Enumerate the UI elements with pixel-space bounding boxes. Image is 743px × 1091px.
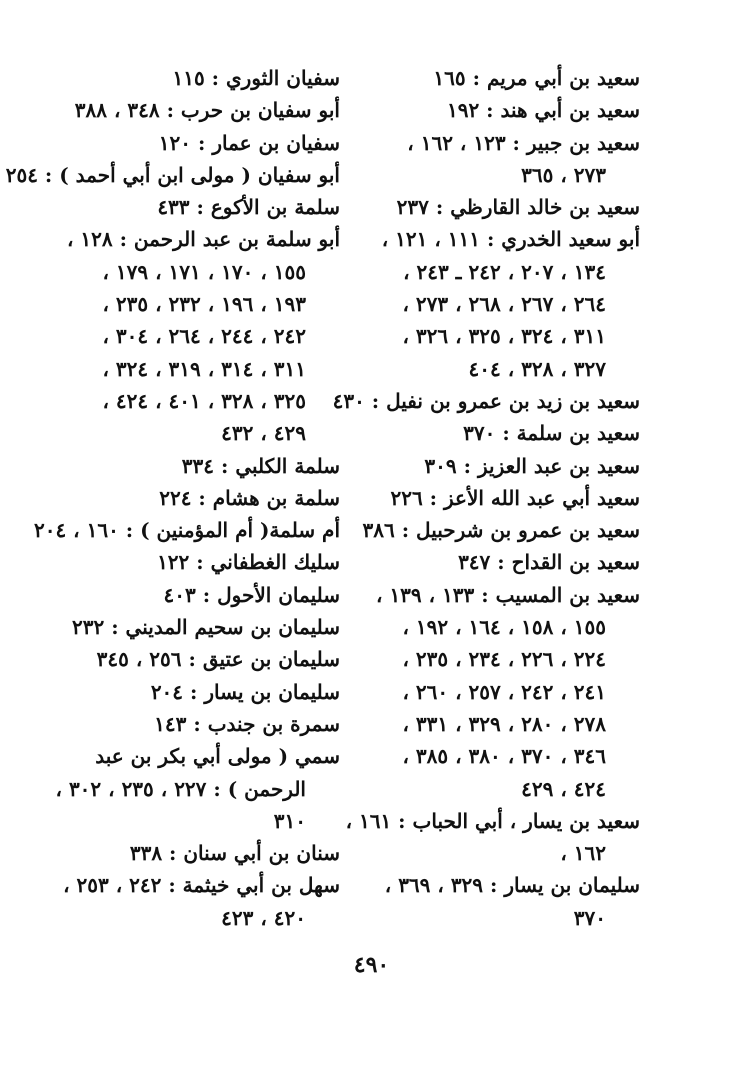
index-entry-continuation: ٣١٠	[273, 808, 306, 833]
index-entry-continuation: ٣٧٠	[573, 905, 606, 930]
page-number: ٤٩٠	[353, 952, 390, 978]
index-entry-continuation: ١٣٤ ، ٢٠٧ ، ٢٤٢ ـ ٢٤٣ ،	[403, 259, 606, 284]
index-entry: سليمان بن عتيق : ٢٥٦ ، ٣٤٥	[96, 647, 340, 672]
index-entry-continuation: ٢٧٣ ، ٣٦٥	[521, 162, 606, 187]
index-entry-continuation: ١٥٥ ، ١٥٨ ، ١٦٤ ، ١٩٢ ،	[402, 615, 606, 640]
index-entry: سعيد بن سلمة : ٣٧٠	[463, 421, 640, 446]
index-entry: سلمة بن هشام : ٢٢٤	[159, 485, 340, 510]
index-entry: أبو سلمة بن عبد الرحمن : ١٢٨ ،	[66, 227, 340, 252]
index-entry-continuation: ٢٤١ ، ٢٤٢ ، ٢٥٧ ، ٢٦٠ ،	[402, 679, 606, 704]
index-entry-continuation: ٣٢٥ ، ٣٢٨ ، ٤٠١ ، ٤٢٤ ،	[102, 388, 306, 413]
index-entry: سعيد بن أبي مريم : ١٦٥	[433, 66, 640, 90]
index-entry: سليمان بن يسار : ٢٠٤	[150, 679, 340, 704]
index-entry-continuation: ٢٤٢ ، ٢٤٤ ، ٢٦٤ ، ٣٠٤ ،	[102, 324, 306, 349]
index-entry-continuation: ٣١١ ، ٣١٤ ، ٣١٩ ، ٣٢٤ ،	[102, 356, 306, 381]
index-entry: سنان بن أبي سنان : ٣٣٨	[129, 841, 340, 866]
index-entry: سليمان بن سحيم المديني : ٢٣٢	[72, 615, 340, 640]
index-column-left	[5, 62, 340, 934]
index-entry: سعيد بن خالد القارظي : ٢٣٧	[396, 195, 640, 220]
index-entry: سفيان الثوري : ١١٥	[172, 66, 340, 90]
index-entry: سعيد بن عمرو بن شرحبيل : ٣٨٦	[362, 518, 640, 543]
index-entry: سعيد بن القداح : ٣٤٧	[458, 550, 640, 575]
index-entry: سعيد بن زيد بن عمرو بن نفيل : ٤٣٠	[332, 388, 640, 413]
index-entry: سعيد بن المسيب : ١٣٣ ، ١٣٩ ،	[376, 582, 640, 607]
index-entry: سعيد أبي عبد الله الأعز : ٢٢٦	[390, 485, 640, 510]
index-entry: سفيان بن عمار : ١٢٠	[158, 130, 340, 155]
index-entry: أبو سفيان بن حرب : ٣٤٨ ، ٣٨٨	[74, 98, 340, 123]
index-entry-continuation: ١٥٥ ، ١٧٠ ، ١٧١ ، ١٧٩ ،	[102, 259, 306, 284]
index-entry: سلمة بن الأكوع : ٤٣٣	[157, 195, 340, 220]
index-entry-continuation: ٤٢٠ ، ٤٢٣	[221, 905, 306, 930]
index-entry: سعيد بن جبير : ١٢٣ ، ١٦٢ ،	[407, 130, 640, 155]
index-entry: سليمان بن يسار : ٣٢٩ ، ٣٦٩ ،	[384, 873, 640, 898]
index-entry: سعيد بن يسار ، أبي الحباب : ١٦١ ،	[345, 808, 640, 833]
index-entry-continuation: ٣٢٧ ، ٣٢٨ ، ٤٠٤	[468, 356, 606, 381]
index-entry: سلمة الكلبي : ٣٣٤	[181, 453, 340, 478]
index-entry-continuation: الرحمن ) : ٢٢٧ ، ٢٣٥ ، ٣٠٢ ،	[55, 776, 306, 801]
index-entry: سمرة بن جندب : ١٤٣	[154, 711, 340, 736]
index-entry: سليمان الأحول : ٤٠٣	[163, 582, 340, 607]
index-entry-continuation: ٢٢٤ ، ٢٢٦ ، ٢٣٤ ، ٢٣٥ ،	[402, 647, 606, 672]
index-entry-continuation: ٣١١ ، ٣٢٤ ، ٣٢٥ ، ٣٢٦ ،	[402, 324, 606, 349]
index-entry: سعيد بن أبي هند : ١٩٢	[446, 98, 640, 123]
index-entry: سليك الغطفاني : ١٢٢	[157, 550, 340, 575]
index-entry-continuation: ١٩٣ ، ١٩٦ ، ٢٣٢ ، ٢٣٥ ،	[102, 292, 306, 317]
index-entry: سعيد بن عبد العزيز : ٣٠٩	[424, 453, 640, 478]
index-entry: أم سلمة( أم المؤمنين ) : ١٦٠ ، ٢٠٤	[33, 518, 340, 543]
index-entry: أبو سفيان ( مولى ابن أبي أحمد ) : ٢٥٤	[5, 162, 340, 187]
index-entry-continuation: ٤٢٩ ، ٤٣٢	[221, 421, 306, 446]
index-entry-continuation: ١٦٢ ،	[560, 841, 606, 866]
index-entry-continuation: ٢٦٤ ، ٢٦٧ ، ٢٦٨ ، ٢٧٣ ،	[402, 292, 606, 317]
index-entry: سهل بن أبي خيثمة : ٢٤٢ ، ٢٥٣ ،	[63, 873, 340, 898]
index-entry: أبو سعيد الخدري : ١١١ ، ١٢١ ،	[381, 227, 640, 252]
index-entry-continuation: ٤٢٤ ، ٤٢٩	[521, 776, 606, 801]
index-entry-continuation: ٣٤٦ ، ٣٧٠ ، ٣٨٠ ، ٣٨٥ ،	[402, 744, 606, 769]
index-entry-continuation: ٢٧٨ ، ٢٨٠ ، ٣٢٩ ، ٣٣١ ،	[402, 711, 606, 736]
index-column-right	[332, 62, 640, 934]
index-entry: سمي ( مولى أبي بكر بن عبد	[95, 744, 340, 769]
